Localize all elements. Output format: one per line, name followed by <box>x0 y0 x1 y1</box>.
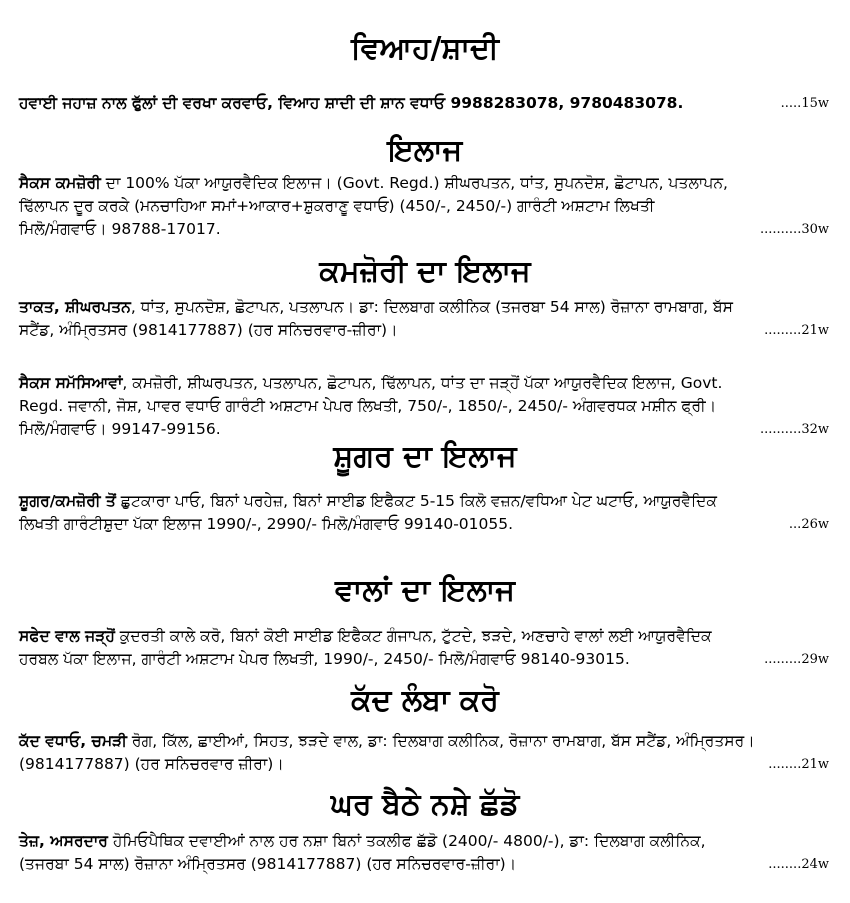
ad-code: ........24w <box>768 857 829 872</box>
ad-line: Regd. ਜਵਾਨੀ, ਜੋਸ਼, ਪਾਵਰ ਵਧਾਓ ਗਾਰੰਟੀ ਅਸ਼ਟਾਮ ਪੇਪਰ ਲਿਖਤੀ, 750/-, 1850/-, 2450/- ਅੰਗਵਰਧਕ ਮਸ਼ੀਨ ਫ੍ਰੀ। <box>19 397 717 415</box>
ad-text: , ਕਮਜ਼ੋਰੀ, ਸ਼ੀਘਰਪਤਨ, ਪਤਲਾਪਨ, ਛੋਟਾਪਨ, ਢਿੱਲਾਪਨ, ਧਾਂਤ ਦਾ ਜੜ੍ਹੋਂ ਪੱਕਾ ਆਯੁਰਵੈਦਿਕ ਇਲਾਜ, Govt. <box>122 374 723 392</box>
ad-line <box>19 296 829 319</box>
ad-weakness-1 <box>19 296 829 342</box>
ad-line <box>19 218 829 241</box>
ad-line <box>19 172 829 195</box>
ad-code: ..........32w <box>760 422 829 437</box>
ad-line <box>19 730 829 753</box>
ad-text: (ਤਜਰਬਾ 54 ਸਾਲ) ਰੋਜ਼ਾਨਾ ਅੰਮ੍ਰਿਤਸਰ (9814177887) (ਹਰ ਸਨਿਚਰਵਾਰ-ਜ਼ੀਰਾ)। <box>19 855 517 873</box>
ad-text: (9814177887) (ਹਰ ਸਨਿਚਰਵਾਰ ਜ਼ੀਰਾ)। <box>19 755 284 773</box>
ad-line <box>19 372 829 395</box>
ad-text: ਦਾ 100% ਪੱਕਾ ਆਯੁਰਵੈਦਿਕ ਇਲਾਜ। (Govt. Regd.) ਸ਼ੀਘਰਪਤਨ, ਧਾਂਤ, ਸੁਪਨਦੋਸ਼, ਛੋਟਾਪਨ, ਪਤਲਾਪਨ, <box>100 174 728 192</box>
ad-code: ...26w <box>788 517 829 532</box>
ad-code: ..........30w <box>760 222 829 237</box>
ad-text: ਮਿਲੋ/ਮੰਗਵਾਓ। 98788-17017. <box>19 220 221 238</box>
ad-text: ਮਿਲੋ/ਮੰਗਵਾਓ। 99147-99156. <box>19 420 221 438</box>
ad-marriage-1 <box>19 92 829 115</box>
ad-addiction-1 <box>19 830 829 876</box>
ad-sugar-1 <box>19 490 829 536</box>
heading-addiction: ਘਰ ਬੈਠੇ ਨਸ਼ੇ ਛੱਡੋ <box>330 787 520 822</box>
ad-line <box>19 92 829 115</box>
ad-text: ਹੋਮਿਓਪੈਥਿਕ ਦਵਾਈਆਂ ਨਾਲ ਹਰ ਨਸ਼ਾ ਬਿਨਾਂ ਤਕਲੀਫ ਛੱਡੋ (2400/- 4800/-), ਡਾ: ਦਿਲਬਾਗ ਕਲੀਨਿਕ, <box>107 832 706 850</box>
ad-code: ........21w <box>768 757 829 772</box>
ad-text: ਹਵਾਈ ਜਹਾਜ਼ ਨਾਲ ਫੁੱਲਾਂ ਦੀ ਵਰਖਾ ਕਰਵਾਓ, ਵਿਆਹ ਸ਼ਾਦੀ ਦੀ ਸ਼ਾਨ ਵਧਾਓ 9988283078, 9780483078. <box>19 94 684 112</box>
ad-bold-lead: ਸੈਕਸ ਸਮੱਸਿਆਵਾਂ <box>19 374 123 392</box>
ad-code: .........21w <box>764 323 829 338</box>
ad-line <box>19 648 829 671</box>
ad-height-1 <box>19 730 829 776</box>
ad-bold-lead: ਸੈਕਸ ਕਮਜ਼ੋਰੀ <box>19 174 101 192</box>
ad-text: ਕੁਦਰਤੀ ਕਾਲੇ ਕਰੋ, ਬਿਨਾਂ ਕੋਈ ਸਾਈਡ ਇਫੈਕਟ ਗੰਜਾਪਨ, ਟੁੱਟਦੇ, ਝੜਦੇ, ਅਣਚਾਹੇ ਵਾਲਾਂ ਲਈ ਆਯੁਰਵੈਦਿਕ <box>114 627 712 645</box>
ad-bold-lead: ਸਫੇਦ ਵਾਲ ਜੜ੍ਹੋਂ <box>19 627 115 645</box>
ad-hair-1 <box>19 625 829 671</box>
ad-text: ਹਰਬਲ ਪੱਕਾ ਇਲਾਜ, ਗਾਰੰਟੀ ਅਸ਼ਟਾਮ ਪੇਪਰ ਲਿਖਤੀ, 1990/-, 2450/- ਮਿਲੋ/ਮੰਗਵਾਓ 98140-93015. <box>19 650 630 668</box>
ad-text: ਛੁਟਕਾਰਾ ਪਾਓ, ਬਿਨਾਂ ਪਰਹੇਜ਼, ਬਿਨਾਂ ਸਾਈਡ ਇਫੈਕਟ 5-15 ਕਿਲੋ ਵਜ਼ਨ/ਵਧਿਆ ਪੇਟ ਘਟਾਓ, ਆਯੁਰਵੈਦਿਕ <box>115 492 717 510</box>
ad-line <box>19 513 829 536</box>
ad-bold-lead: ਸ਼ੂਗਰ/ਕਮਜ਼ੋਰੀ ਤੋਂ <box>19 492 116 510</box>
heading-weakness: ਕਮਜ਼ੋਰੀ ਦਾ ਇਲਾਜ <box>319 254 531 289</box>
ad-line: ਢਿੱਲਾਪਨ ਦੂਰ ਕਰਕੇ (ਮਨਚਾਹਿਆ ਸਮਾਂ+ਆਕਾਰ+ਸ਼ੁਕਰਾਣੂ ਵਧਾਓ) (450/-, 2450/-) ਗਾਰੰਟੀ ਅਸ਼ਟਾਮ ਲਿਖਤੀ <box>19 197 655 215</box>
heading-sugar: ਸ਼ੂਗਰ ਦਾ ਇਲਾਜ <box>333 439 517 474</box>
ad-text: ਰੋਗ, ਕਿੱਲ, ਛਾਈਆਂ, ਸਿਹਤ, ਝੜਦੇ ਵਾਲ, ਡਾ: ਦਿਲਬਾਗ ਕਲੀਨਿਕ, ਰੋਜ਼ਾਨਾ ਰਾਮਬਾਗ, ਬੱਸ ਸਟੈਂਡ, ਅੰਮ੍ਰਿਤਸਰ। <box>126 732 755 750</box>
ad-bold-lead: ਤੇਜ਼, ਅਸਰਦਾਰ <box>19 832 108 850</box>
ad-bold-lead: ਕੱਦ ਵਧਾਓ, ਚਮੜੀ <box>19 732 127 750</box>
ad-text: ਸਟੈਂਡ, ਅੰਮ੍ਰਿਤਸਰ (9814177887) (ਹਰ ਸਨਿਚਰਵਾਰ-ਜ਼ੀਰਾ)। <box>19 321 398 339</box>
ad-text: , ਧਾਂਤ, ਸੁਪਨਦੋਸ਼, ਛੋਟਾਪਨ, ਪਤਲਾਪਨ। ਡਾ: ਦਿਲਬਾਗ ਕਲੀਨਿਕ (ਤਜਰਬਾ 54 ਸਾਲ) ਰੋਜ਼ਾਨਾ ਰਾਮਬਾਗ, ਬੱਸ <box>130 298 733 316</box>
ad-weakness-2 <box>19 372 829 441</box>
ad-line <box>19 319 829 342</box>
ad-line <box>19 753 829 776</box>
ad-bold-lead: ਤਾਕਤ, ਸ਼ੀਘਰਪਤਨ <box>19 298 131 316</box>
ad-line <box>19 490 829 513</box>
ad-treatment-1 <box>19 172 829 241</box>
heading-hair: ਵਾਲਾਂ ਦਾ ਇਲਾਜ <box>335 573 515 608</box>
heading-height: ਕੱਦ ਲੰਬਾ ਕਰੋ <box>351 683 499 718</box>
ad-code: .........29w <box>764 652 829 667</box>
ad-line <box>19 830 829 853</box>
ad-code: .....15w <box>780 96 829 111</box>
ad-text: ਲਿਖਤੀ ਗਾਰੰਟੀਸ਼ੁਦਾ ਪੱਕਾ ਇਲਾਜ 1990/-, 2990/- ਮਿਲੋ/ਮੰਗਵਾਓ 99140-01055. <box>19 515 514 533</box>
heading-treatment: ਇਲਾਜ <box>387 133 463 168</box>
ad-line <box>19 625 829 648</box>
ad-line <box>19 853 829 876</box>
heading-marriage: ਵਿਆਹ/ਸ਼ਾਦੀ <box>351 31 499 66</box>
